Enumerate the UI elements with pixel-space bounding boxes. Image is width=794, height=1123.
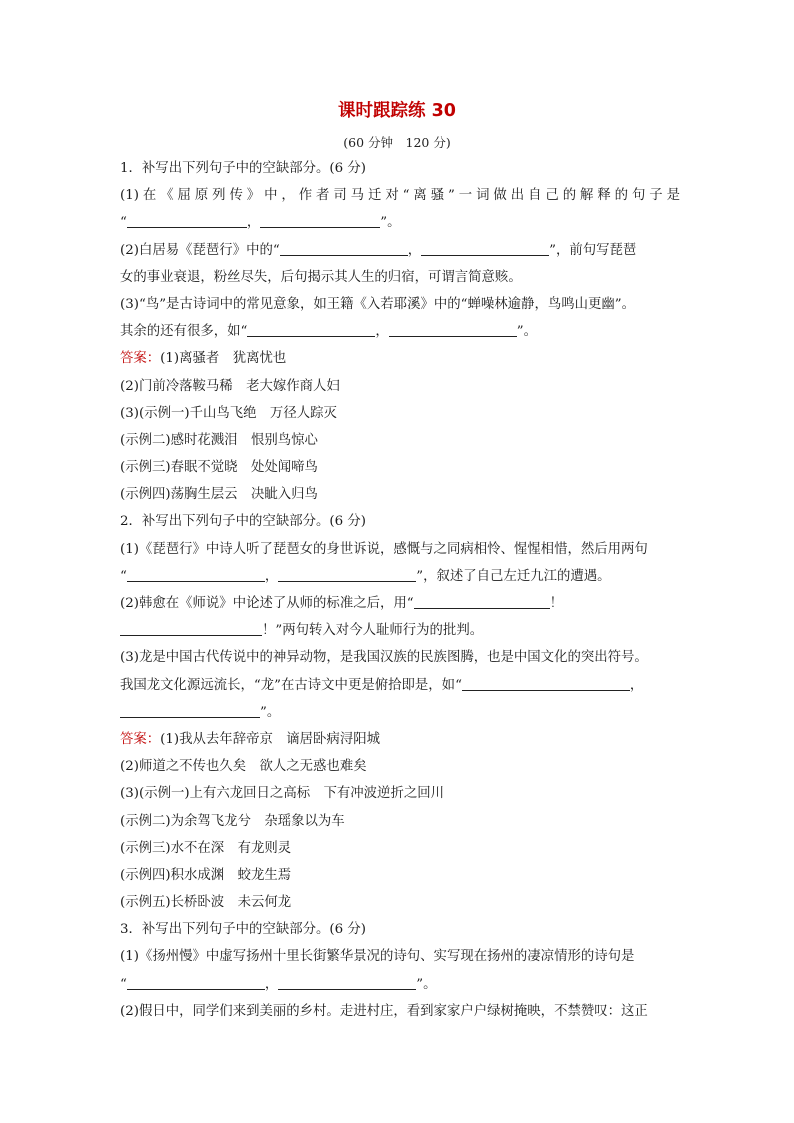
q2-answer-line: (3)(示例一)上有六龙回日之高标 下有冲波逆折之回川	[120, 786, 445, 802]
q1-part1-line1: (1)在《屈原列传》中，作者司马迁对“离骚”一词做出自己的解释的句子是	[120, 188, 680, 204]
q1-answer-line: (示例四)荡胸生层云 决眦入归鸟	[120, 487, 318, 503]
q1-part3-line2: 其余的还有很多，如“ ， ”。	[120, 318, 680, 345]
q3-part1-line2: “ ， ”。	[120, 971, 680, 998]
q2-answer-line: (示例四)积水成渊 蛟龙生焉	[120, 867, 292, 883]
answer-blank[interactable]	[421, 240, 549, 256]
q3-part2-line1: (2)假日中，同学们来到美丽的乡村。走进村庄，看到家家户户绿树掩映，不禁赞叹：这正	[120, 1003, 648, 1019]
q2-stem: 2．补写出下列句子中的空缺部分。(6 分)	[120, 514, 366, 530]
q2-answer-line: (2)师道之不传也久矣 欲人之无惑也难矣	[120, 759, 367, 775]
document-body	[120, 155, 680, 1025]
answer-label: 答案：	[120, 731, 161, 747]
q2-answer-line: (示例二)为余驾飞龙兮 杂瑶象以为车	[120, 813, 345, 829]
q2-answer-line: 答案：(1)我从去年辞帝京 谪居卧病浔阳城	[120, 731, 380, 747]
answer-blank[interactable]	[280, 240, 408, 256]
q1-part2-line2: 女的事业衰退，粉丝尽失，后句揭示其人生的归宿，可谓言简意赅。	[120, 269, 522, 285]
answer-blank[interactable]	[127, 974, 265, 990]
q1-stem: 1．补写出下列句子中的空缺部分。(6 分)	[120, 161, 366, 176]
answer-blank[interactable]	[120, 620, 262, 636]
answer-blank[interactable]	[127, 212, 247, 228]
page-subtitle: (60 分钟 120 分)	[343, 135, 451, 150]
q1-part2-line1: (2)白居易《琵琶行》中的“ ， ”，前句写琵琶	[120, 237, 680, 264]
q2-part3-line2: 我国龙文化源远流长，“龙”在古诗文中更是俯拾即是，如“ ，	[120, 672, 680, 699]
q2-part1-line1: (1)《琵琶行》中诗人听了琵琶女的身世诉说，感慨与之同病相怜、惺惺相惜，然后用两句	[120, 541, 648, 557]
q2-answer-line: (示例三)水不在深 有龙则灵	[120, 840, 292, 856]
answer-blank[interactable]	[278, 566, 416, 582]
q2-part1-line2: “ ， ”，叙述了自己左迁九江的遭遇。	[120, 563, 680, 590]
q2-answer-line: (示例五)长桥卧波 未云何龙	[120, 895, 292, 911]
q1-answer-line: (示例三)春眠不觉晓 处处闻啼鸟	[120, 460, 318, 476]
answer-blank[interactable]	[260, 212, 380, 228]
q2-part3-line1: (3)龙是中国古代传说中的神异动物，是我国汉族的民族图腾，也是中国文化的突出符号。	[120, 650, 648, 666]
answer-label: 答案：	[120, 351, 161, 367]
q1-answer-line: (2)门前冷落鞍马稀 老大嫁作商人妇	[120, 378, 340, 394]
q2-part2-line1: (2)韩愈在《师说》中论述了从师的标准之后，用“ ！	[120, 590, 680, 617]
answer-blank[interactable]	[120, 702, 260, 718]
answer-blank[interactable]	[414, 593, 550, 609]
answer-blank[interactable]	[127, 566, 265, 582]
answer-blank[interactable]	[247, 321, 375, 337]
q2-part2-line2: ！”两句转入对今人耻师行为的批判。	[120, 617, 680, 644]
q1-answer-line: (3)(示例一)千山鸟飞绝 万径人踪灭	[120, 405, 337, 421]
answer-blank[interactable]	[278, 974, 416, 990]
q3-part1-line1: (1)《扬州慢》中虚写扬州十里长街繁华景况的诗句、实写现在扬州的凄凉情形的诗句是	[120, 949, 635, 965]
q1-answer-line: 答案：(1)离骚者 犹离忧也	[120, 351, 287, 367]
answer-blank[interactable]	[389, 321, 517, 337]
q3-stem: 3．补写出下列句子中的空缺部分。(6 分)	[120, 922, 366, 938]
q1-answer-line: (示例二)感时花溅泪 恨别鸟惊心	[120, 432, 318, 448]
q1-part3-line1: (3)“鸟”是古诗词中的常见意象，如王籍《入若耶溪》中的“蝉噪林逾静，鸟鸣山更幽”。	[120, 296, 636, 312]
q2-part3-line3: ”。	[120, 699, 680, 726]
page-title: 课时跟踪练 30	[338, 101, 456, 121]
answer-blank[interactable]	[462, 675, 630, 691]
q1-part1-line2: “ ， ”。	[120, 209, 680, 236]
